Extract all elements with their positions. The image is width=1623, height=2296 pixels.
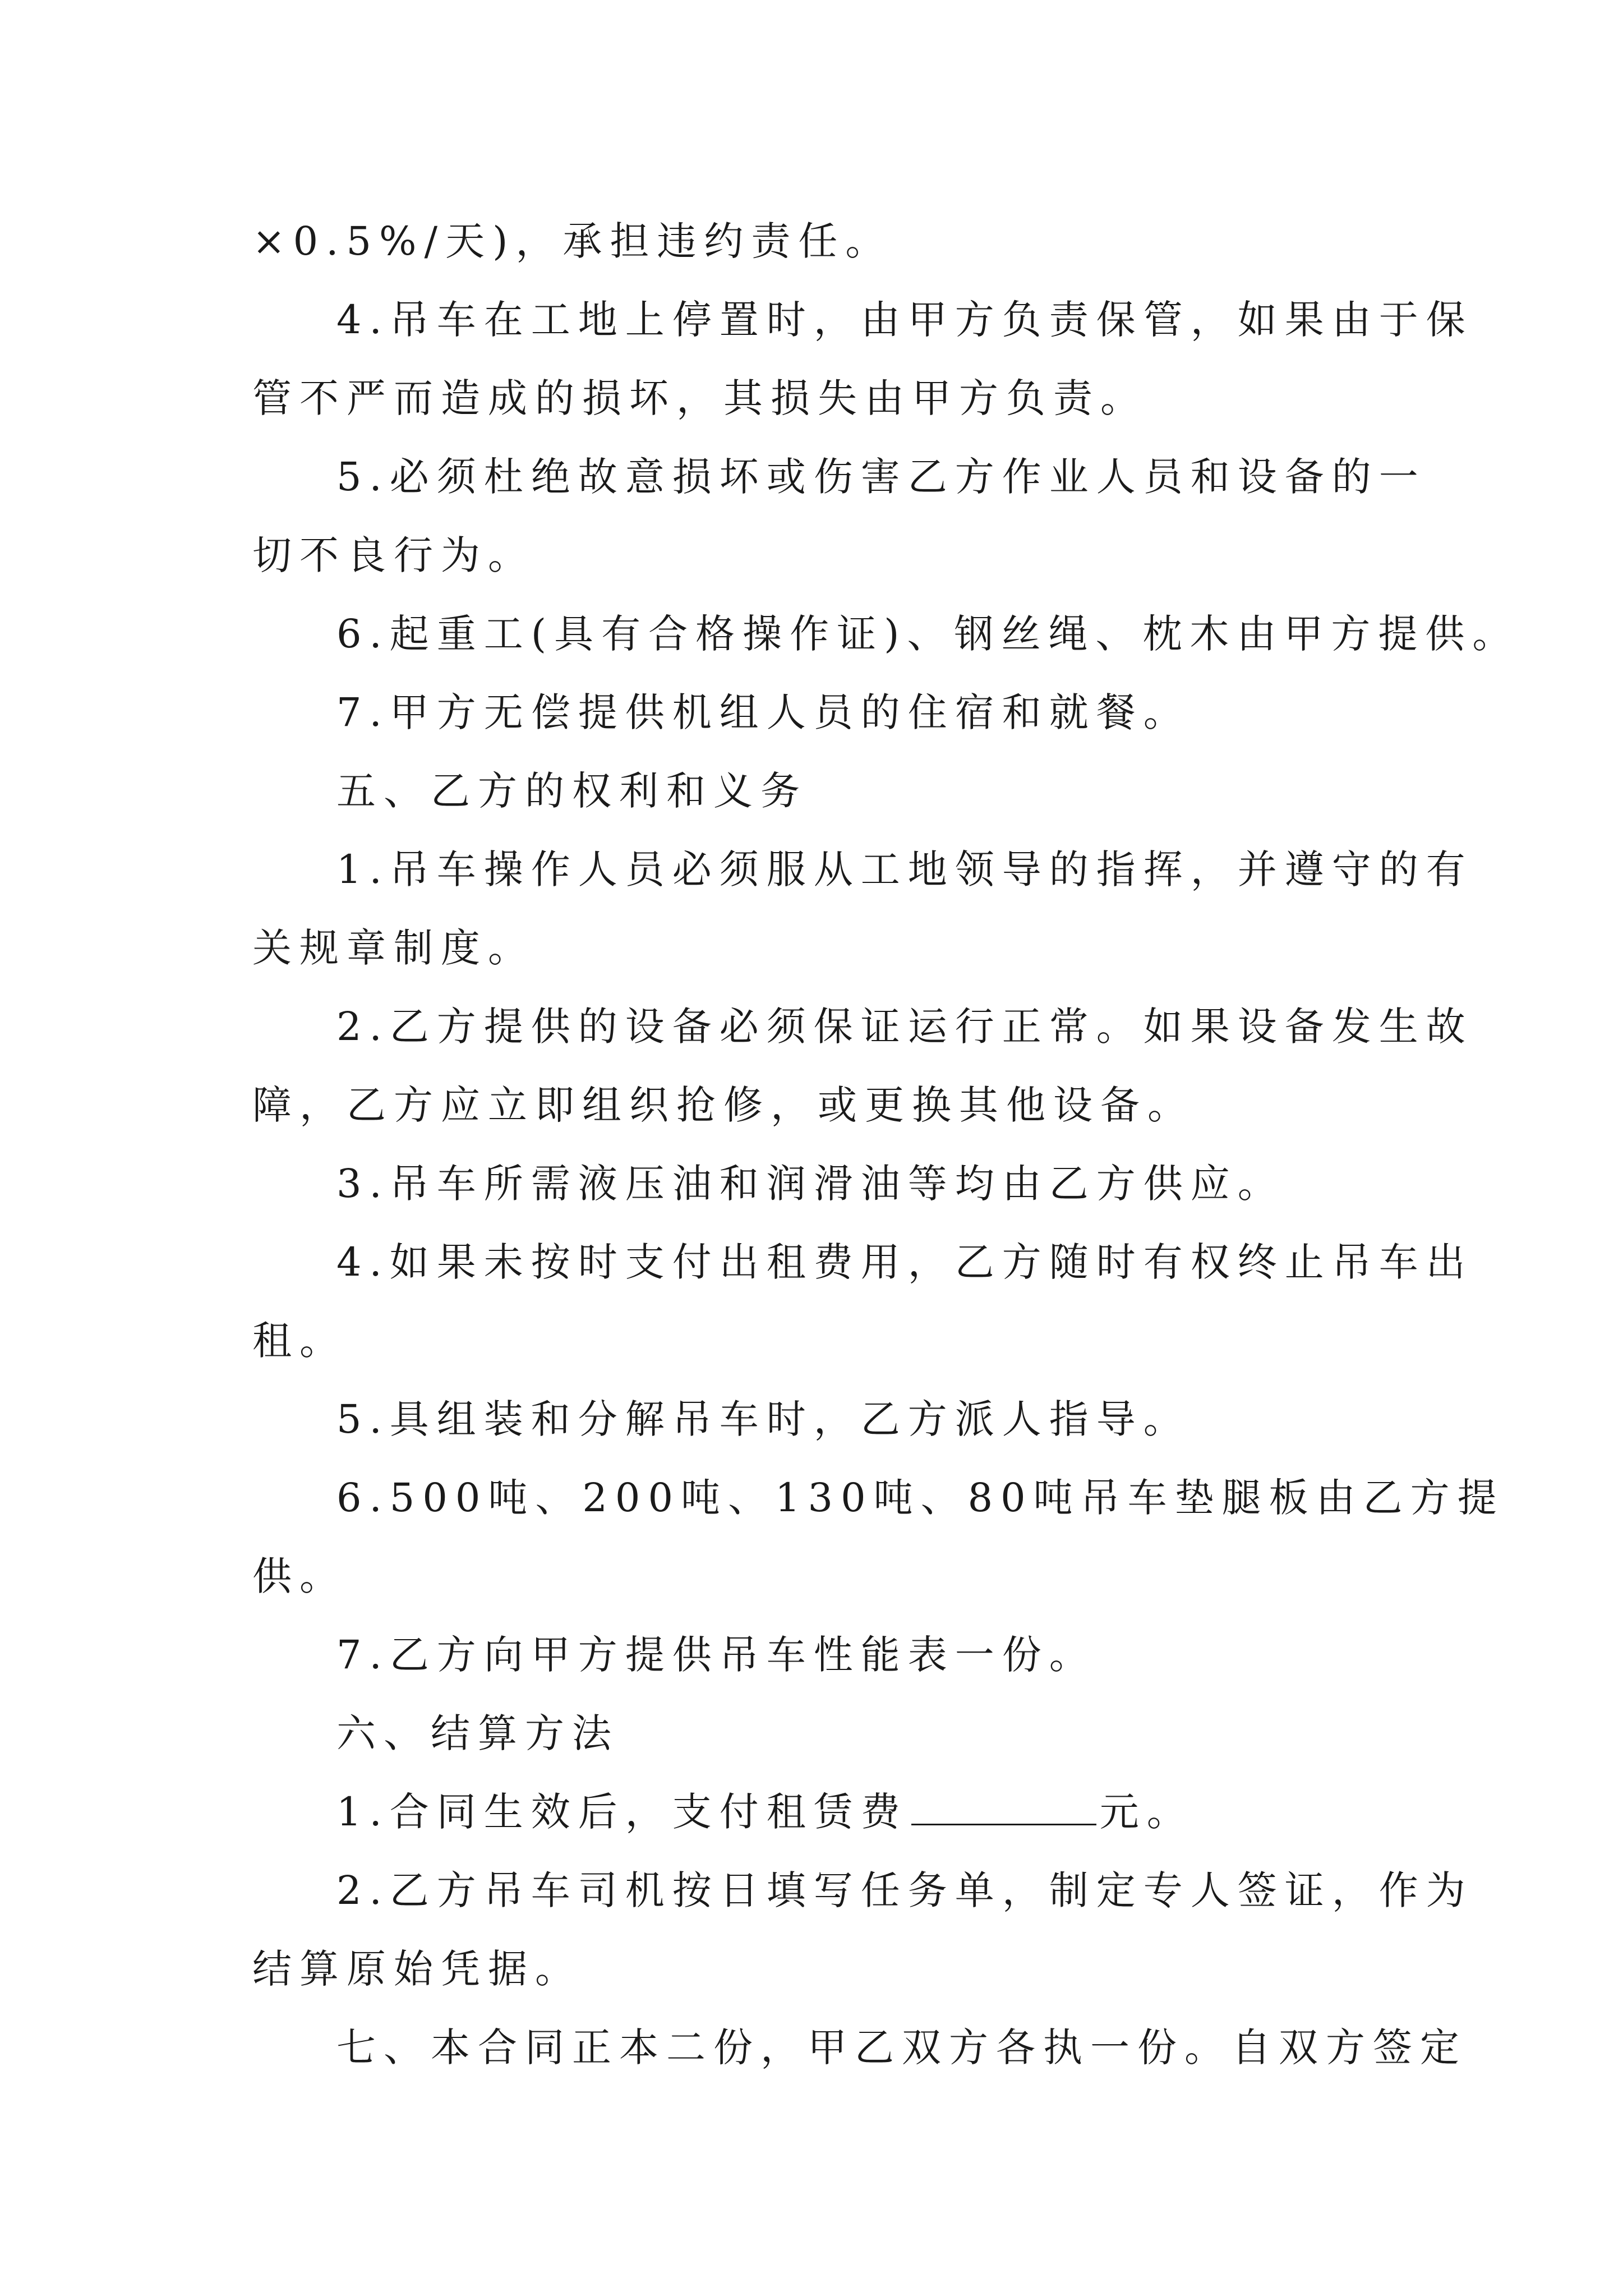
payment-line-suffix: 元。	[1099, 1789, 1194, 1835]
text-line-party-b-item-1: 1.吊车操作人员必须服从工地领导的指挥，并遵守的有	[336, 846, 1473, 892]
text-line-party-a-item-6: 6.起重工(具有合格操作证)、钢丝绳、枕木由甲方提供。	[336, 611, 1520, 657]
text-line-party-b-item-5: 5.具组装和分解吊车时，乙方派人指导。	[336, 1396, 1191, 1442]
text-line-settlement-item-1	[336, 1784, 1194, 1840]
payment-line-prefix: 1.合同生效后，支付租赁费	[336, 1789, 908, 1835]
text-line-party-b-item-1-cont: 关规章制度。	[252, 925, 535, 971]
text-line-penalty-rate: ×0.5%/天)，承担违约责任。	[252, 218, 893, 264]
text-line-party-a-item-7: 7.甲方无偿提供机组人员的住宿和就餐。	[336, 689, 1191, 735]
text-line-party-a-item-5-cont: 切不良行为。	[252, 532, 535, 578]
section-heading-party-b: 五、乙方的权利和义务	[336, 768, 808, 814]
text-line-settlement-item-2-cont: 结算原始凭据。	[252, 1946, 582, 1992]
section-heading-settlement: 六、结算方法	[336, 1710, 619, 1756]
text-line-party-b-item-7: 7.乙方向甲方提供吊车性能表一份。	[336, 1632, 1096, 1678]
text-line-settlement-item-2: 2.乙方吊车司机按日填写任务单，制定专人签证，作为	[336, 1867, 1473, 1913]
text-line-party-b-item-4-cont: 租。	[252, 1318, 347, 1364]
text-line-party-b-item-6: 6.500吨、200吨、130吨、80吨吊车垫腿板由乙方提	[336, 1475, 1505, 1521]
text-line-party-b-item-3: 3.吊车所需液压油和润滑油等均由乙方供应。	[336, 1161, 1285, 1207]
text-line-contract-copies: 七、本合同正本二份，甲乙双方各执一份。自双方签定	[336, 2024, 1467, 2070]
text-line-party-b-item-2: 2.乙方提供的设备必须保证运行正常。如果设备发生故	[336, 1004, 1473, 1050]
text-line-party-b-item-4: 4.如果未按时支付出租费用，乙方随时有权终止吊车出	[336, 1239, 1473, 1285]
text-line-party-a-item-5: 5.必须杜绝故意损坏或伤害乙方作业人员和设备的一	[336, 454, 1426, 500]
payment-amount-blank	[911, 1784, 1096, 1825]
text-line-party-b-item-6-cont: 供。	[252, 1553, 347, 1599]
text-line-party-b-item-2-cont: 障，乙方应立即组织抢修，或更换其他设备。	[252, 1082, 1195, 1128]
text-line-party-a-item-4: 4.吊车在工地上停置时，由甲方负责保管，如果由于保	[336, 297, 1473, 343]
text-line-party-a-item-4-cont: 管不严而造成的损坏，其损失由甲方负责。	[252, 375, 1147, 421]
